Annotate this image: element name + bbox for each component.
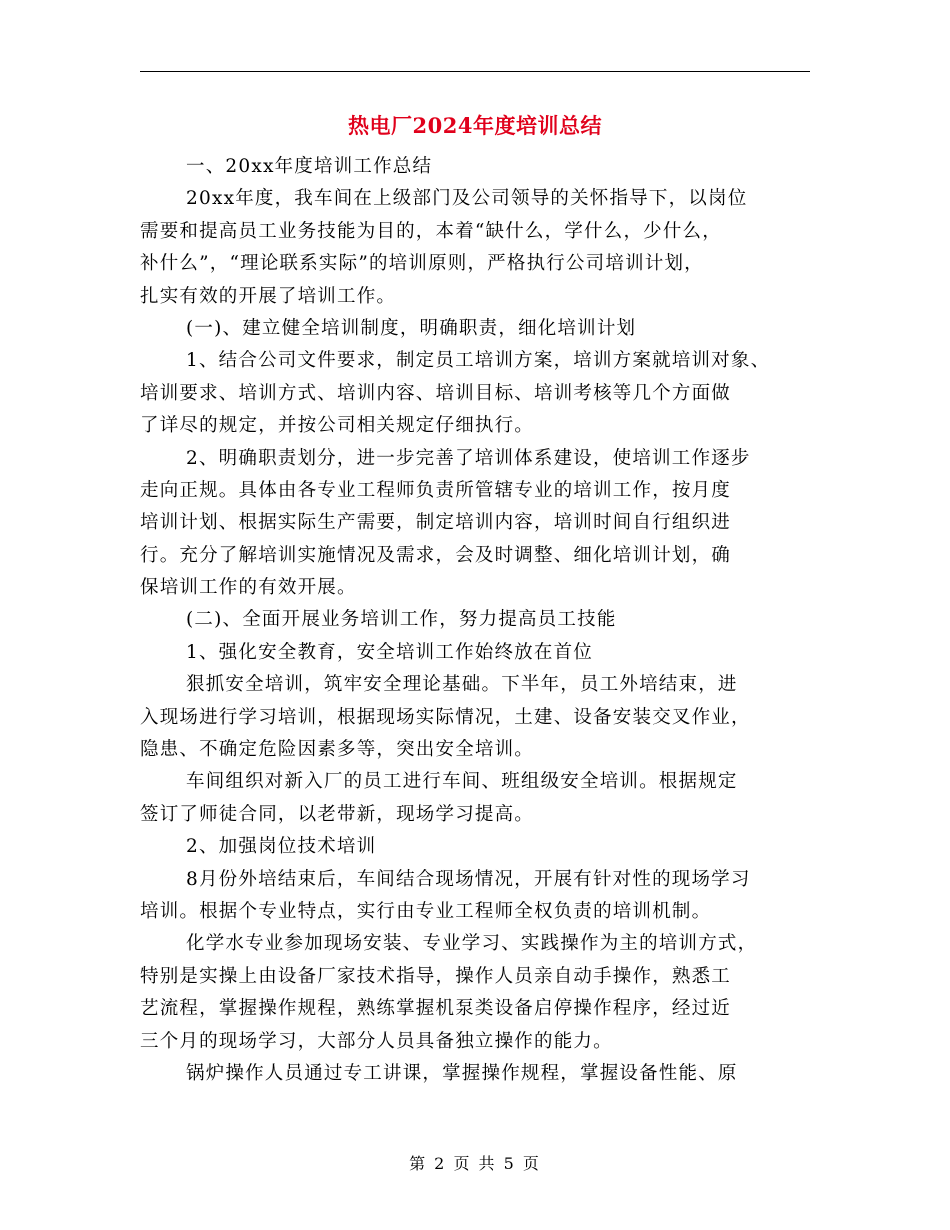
paragraph-line: 了详尽的规定，并按公司相关规定仔细执行。: [140, 415, 535, 437]
paragraph-line: 车间组织对新入厂的员工进行车间、班组级安全培训。根据规定: [186, 771, 738, 793]
paragraph-line: 走向正规。具体由各专业工程师负责所管辖专业的培训工作，按月度: [140, 479, 732, 501]
paragraph-line: 三个月的现场学习，大部分人员具备独立操作的能力。: [140, 1030, 613, 1052]
document-body: [140, 151, 830, 1090]
paragraph-line: 需要和提高员工业务技能为目的，本着“缺什么，学什么，少什么，: [140, 220, 722, 242]
paragraph-line: 保培训工作的有效开展。: [140, 577, 357, 599]
subsection-heading: (一)、建立健全培训制度，明确职责，细化培训计划: [186, 317, 637, 339]
paragraph-line: 1、结合公司文件要求，制定员工培训方案，培训方案就培训对象、: [186, 350, 771, 372]
paragraph-line: 入现场进行学习培训，根据现场实际情况，土建、设备安装交叉作业，: [140, 706, 751, 728]
subsection-heading: (二)、全面开展业务培训工作，努力提高员工技能: [186, 609, 617, 631]
document-title: 热电厂2024年度培训总结: [348, 113, 602, 138]
section-heading: 一、20xx年度培训工作总结: [186, 156, 433, 177]
paragraph-line: 艺流程，掌握操作规程，熟练掌握机泵类设备启停操作程序，经过近: [140, 998, 732, 1020]
item-heading: 2、加强岗位技术培训: [186, 836, 377, 858]
paragraph-line: 扎实有效的开展了培训工作。: [140, 285, 397, 307]
paragraph-line: 培训计划、根据实际生产需要，制定培训内容，培训时间自行组织进: [140, 512, 732, 534]
header-rule: [140, 71, 810, 72]
page-number: 第 2 页 共 5 页: [409, 1154, 541, 1173]
paragraph-line: 化学水专业参加现场安装、专业学习、实践操作为主的培训方式，: [186, 933, 758, 955]
item-heading: 1、强化安全教育，安全培训工作始终放在首位: [186, 641, 593, 663]
paragraph-line: 20xx年度，我车间在上级部门及公司领导的关怀指导下，以岗位: [186, 188, 748, 210]
paragraph-line: 8月份外培结束后，车间结合现场情况，开展有针对性的现场学习: [186, 868, 751, 890]
paragraph-line: 狠抓安全培训，筑牢安全理论基础。下半年，员工外培结束，进: [186, 674, 738, 696]
paragraph-line: 锅炉操作人员通过专工讲课，掌握操作规程，掌握设备性能、原: [186, 1062, 738, 1084]
paragraph-line: 签订了师徒合同，以老带新，现场学习提高。: [140, 803, 535, 825]
paragraph-line: 2、明确职责划分，进一步完善了培训体系建设，使培训工作逐步: [186, 447, 751, 469]
paragraph-line: 培训。根据个专业特点，实行由专业工程师全权负责的培训机制。: [140, 900, 712, 922]
paragraph-line: 培训要求、培训方式、培训内容、培训目标、培训考核等几个方面做: [140, 382, 732, 404]
paragraph-line: 行。充分了解培训实施情况及需求，会及时调整、细化培训计划，确: [140, 544, 732, 566]
paragraph-line: 隐患、不确定危险因素多等，突出安全培训。: [140, 739, 535, 761]
paragraph-line: 特别是实操上由设备厂家技术指导，操作人员亲自动手操作，熟悉工: [140, 965, 732, 987]
paragraph-line: 补什么”，“理论联系实际”的培训原则，严格执行公司培训计划，: [140, 253, 704, 275]
